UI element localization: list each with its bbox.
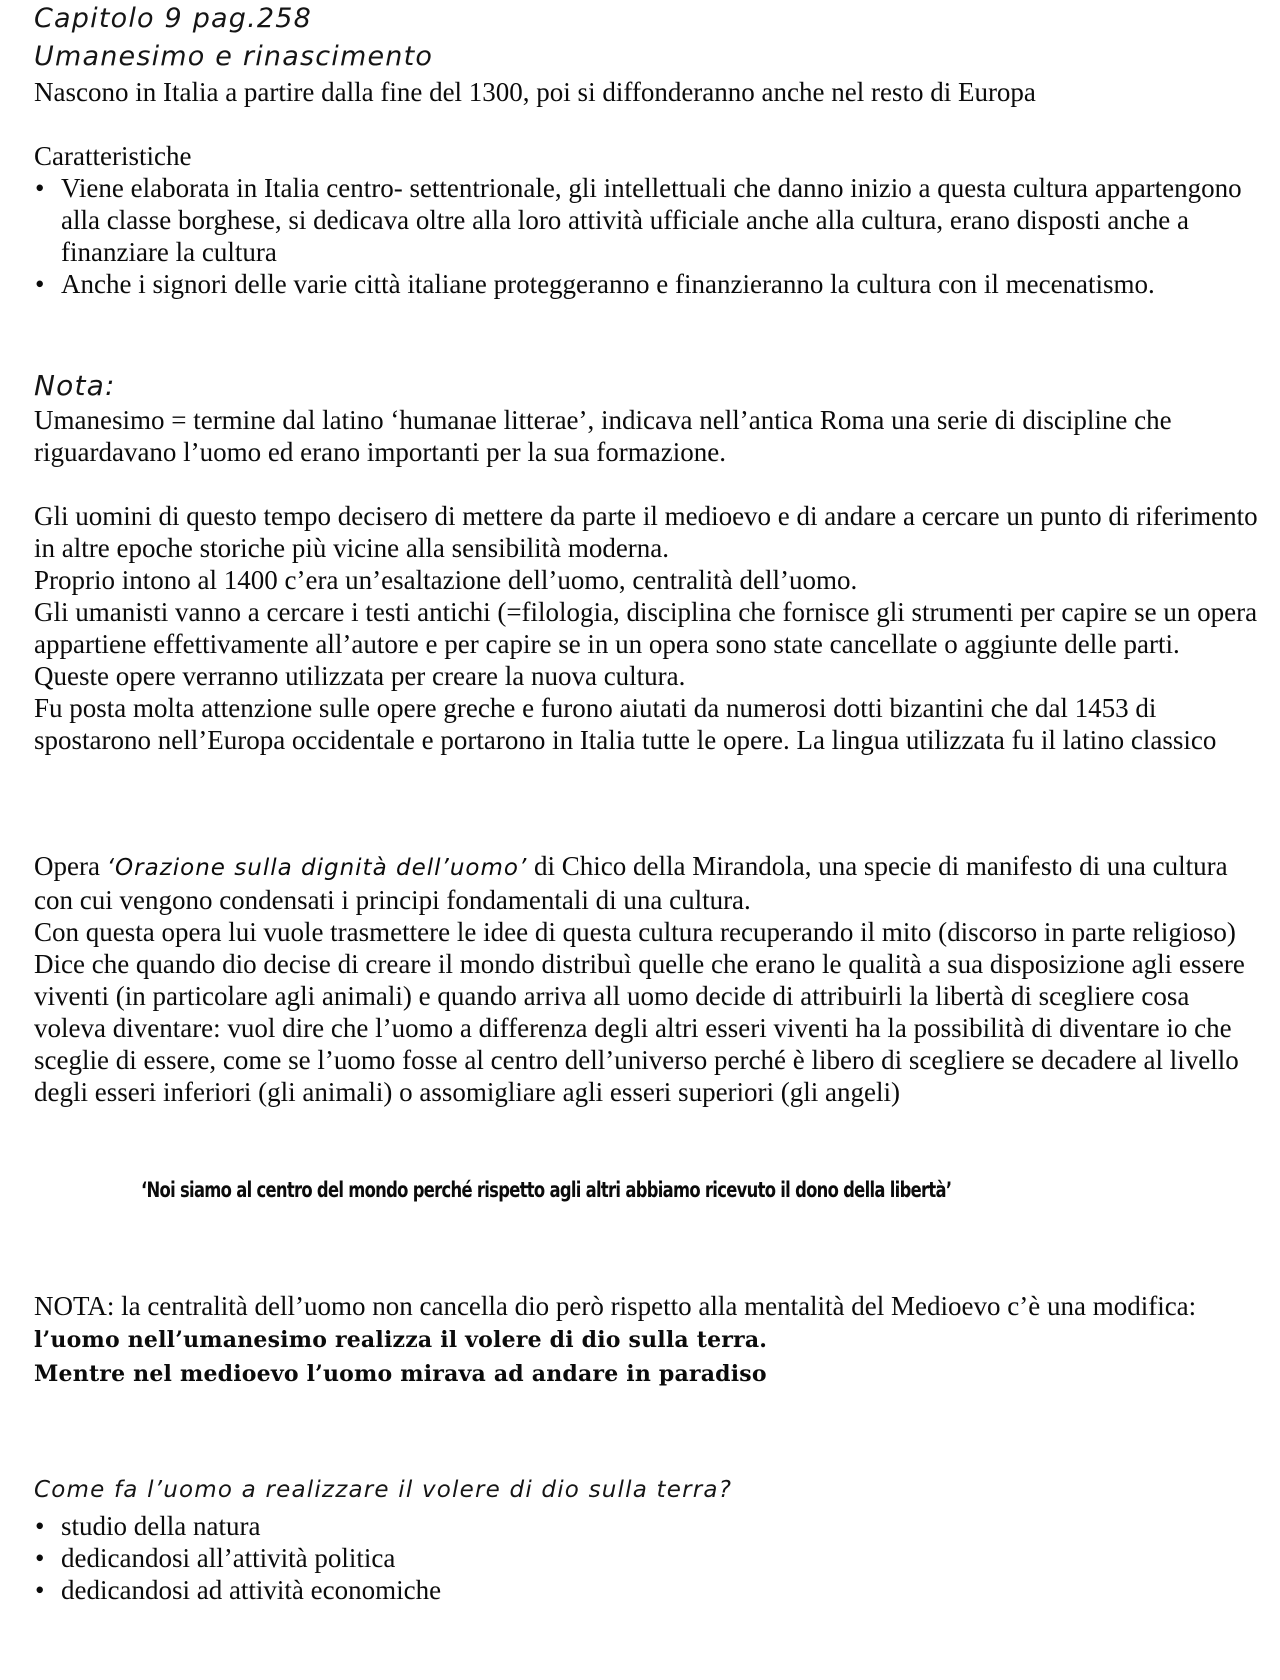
opera-intro — [34, 850, 1260, 916]
body-paragraph: Queste opere verranno utilizzata per creare la nuova cultura. — [34, 661, 686, 691]
nota2-text: NOTA: la centralità dell’uomo non cancella dio però rispetto alla mentalità del Medioevo c’è una modifica: — [34, 1291, 1197, 1321]
topic-heading: Umanesimo e rinascimento — [34, 41, 434, 72]
document-page — [34, 0, 1260, 1680]
opera-section — [34, 850, 1260, 1108]
body-paragraph: Gli umanisti vanno a cercare i testi antichi (=filologia, disciplina che fornisce gli strumenti per capire se un opera appartiene effettivamente all’autore e per capire se in un opera sono state cancellate o aggiunte delle parti. — [34, 597, 1258, 659]
intro-text: Nascono in Italia a partire dalla fine del 1300, poi si diffonderanno anche nel resto di Europa — [34, 77, 1036, 107]
body-paragraph: Proprio intono al 1400 c’era un’esaltazione dell’uomo, centralità dell’uomo. — [34, 565, 858, 595]
body-paragraph: Gli uomini di questo tempo decisero di mettere da parte il medioevo e di andare a cercare un punto di riferimento in altre epoche storiche più vicine alla sensibilità moderna. — [34, 501, 1258, 563]
chapter-heading: Capitolo 9 pag.258 — [34, 3, 313, 34]
list-item: • Viene elaborata in Italia centro- settentrionale, gli intellettuali che danno inizio a questa cultura appartengono alla classe borghese, si dedicava oltre alla loro attività ufficiale anche alla cultura, erano disposti anche a finanziare la cultura — [34, 172, 1260, 268]
list-item: • dedicandosi all’attività politica — [34, 1542, 1260, 1574]
nota2-section — [34, 1290, 1260, 1390]
body-paragraph: Fu posta molta attenzione sulle opere greche e furono aiutati da numerosi dotti bizantini che dal 1453 di spostarono nell’Europa occidentale e portarono in Italia tutte le opere. La lingua utilizzata fu il latino classico — [34, 693, 1217, 755]
list-item: • Anche i signori delle varie città italiane proteggeranno e finanzieranno la cultura con il mecenatismo. — [34, 268, 1260, 300]
question-heading: Come fa l’uomo a realizzare il volere di dio sulla terra? — [34, 1477, 733, 1503]
opera-paragraph: Con questa opera lui vuole trasmettere le idee di questa cultura recuperando il mito (discorso in parte religioso) — [34, 917, 1236, 947]
nota2-bold-line: l’uomo nell’umanesimo realizza il volere di dio sulla terra. — [34, 1327, 768, 1353]
characteristics-list — [34, 172, 1260, 300]
opera-suffix: di Chico della Mirandola, una specie di manifesto di una cultura con cui vengono condensati i principi fondamentali di una cultura. — [34, 851, 1228, 915]
liberty-quote: ‘Noi siamo al centro del mondo perché rispetto agli altri abbiamo ricevuto il dono della libertà’ — [141, 1178, 952, 1202]
opera-title: ‘Orazione sulla dignità dell’uomo’ — [106, 855, 528, 881]
question-list — [34, 1510, 1260, 1606]
main-body — [34, 500, 1260, 756]
list-item: • studio della natura — [34, 1510, 1260, 1542]
nota-heading: Nota: — [34, 369, 116, 402]
opera-paragraph: Dice che quando dio decise di creare il mondo distribuì quelle che erano le qualità a sua disposizione agli essere viventi (in particolare agli animali) e quando arriva all uomo decide di attribuirli la libertà di scegliere cosa voleva diventare: vuol dire che l’uomo a differenza degli altri esseri viventi ha la possibilità di diventare io che sceglie di essere, come se l’uomo fosse al centro dell’universo perché è libero di scegliere se decadere al livello degli esseri inferiori (gli animali) o assomigliare agli esseri superiori (gli angeli) — [34, 949, 1245, 1107]
opera-prefix: Opera — [34, 851, 107, 881]
nota2-bold-line: Mentre nel medioevo l’uomo mirava ad andare in paradiso — [34, 1361, 767, 1387]
characteristics-heading: Caratteristiche — [34, 141, 192, 171]
umanesimo-definition: Umanesimo = termine dal latino ‘humanae litterae’, indicava nell’antica Roma una serie di discipline che riguardavano l’uomo ed erano importanti per la sua formazione. — [34, 405, 1172, 467]
list-item: • dedicandosi ad attività economiche — [34, 1574, 1260, 1606]
